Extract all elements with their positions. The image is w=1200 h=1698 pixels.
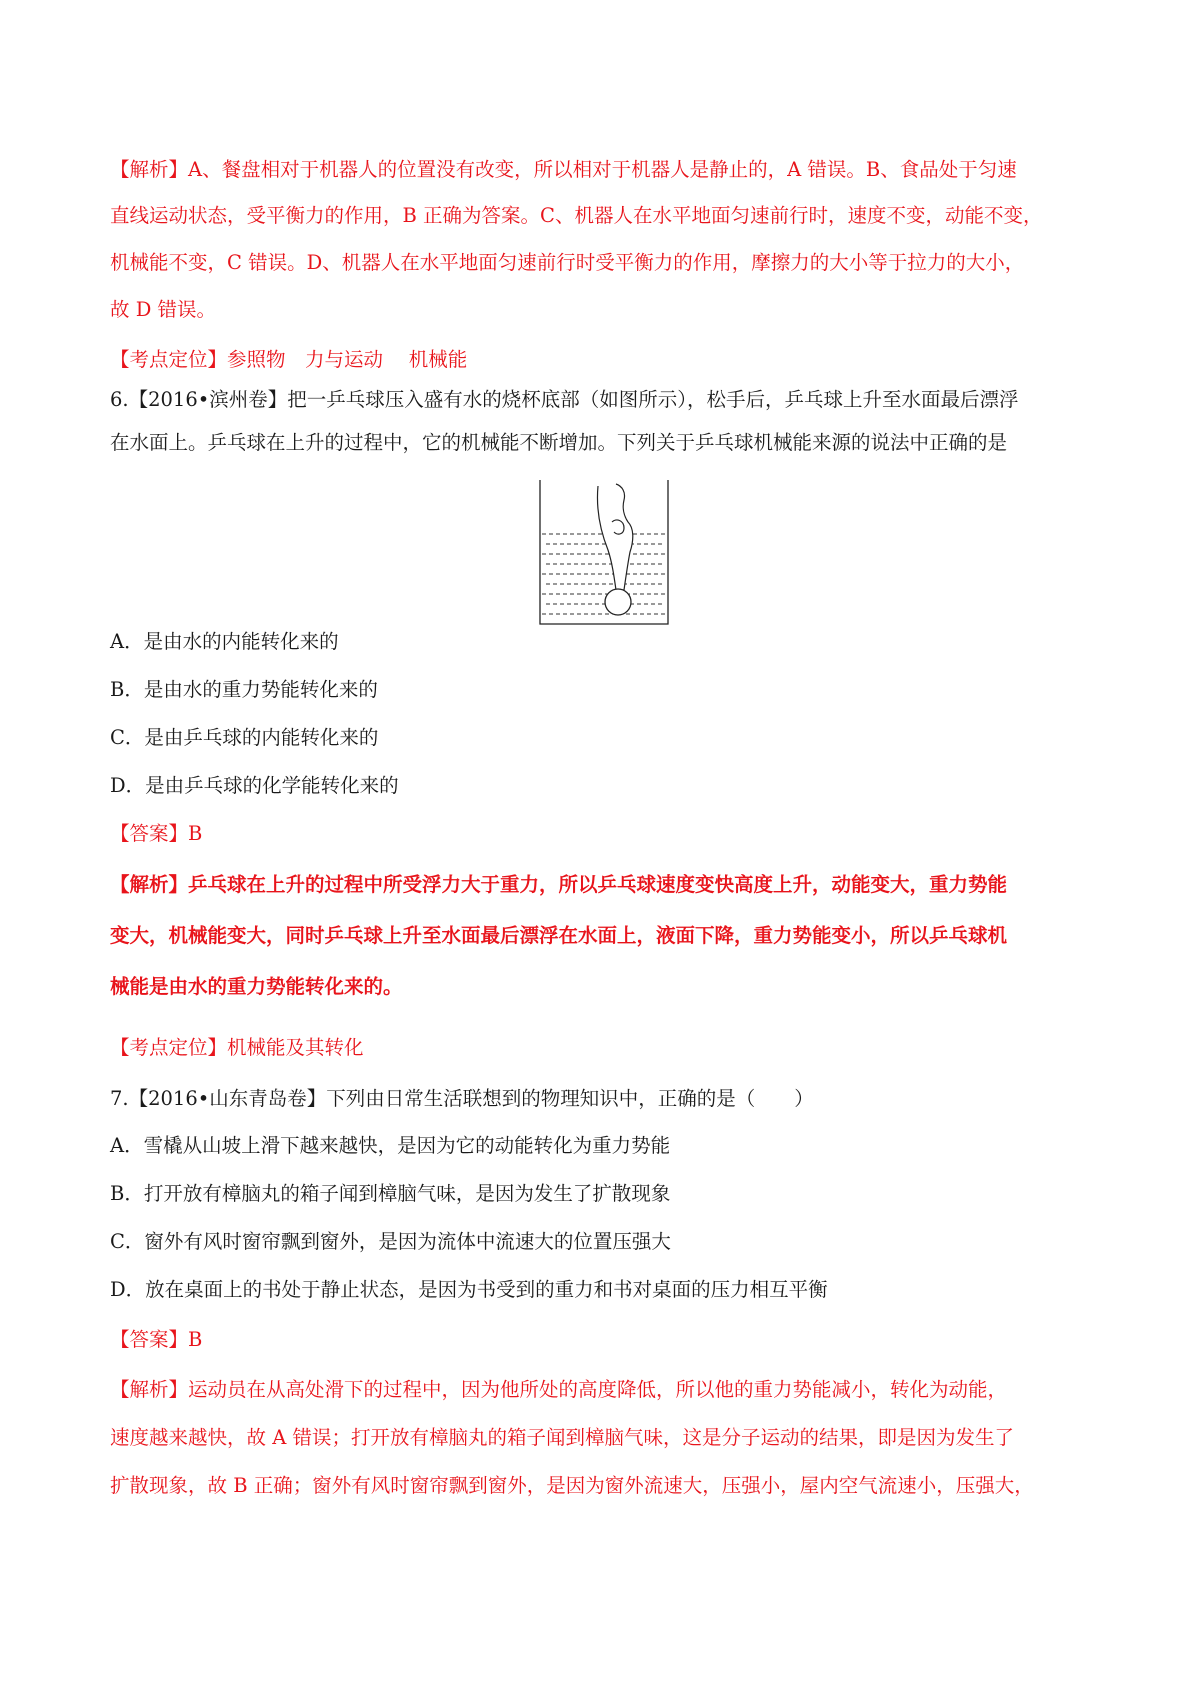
q6-analysis-line-1: 【解析】乒乓球在上升的过程中所受浮力大于重力，所以乒乓球速度变快高度上升，动能变大，重力势能	[110, 873, 1008, 896]
q6-option-a: A．是由水的内能转化来的	[110, 630, 339, 653]
q5-analysis-line-2: 直线运动状态，受平衡力的作用，B 正确为答案。C、机器人在水平地面匀速前行时，速度不变，动能不变，	[110, 204, 1043, 227]
q6-stem-line-1: 6.【2016•滨州卷】把一乒乓球压入盛有水的烧杯底部（如图所示），松手后，乒乓球上升至水面最后漂浮	[110, 388, 1019, 411]
q7-stem: 7.【2016•山东青岛卷】下列由日常生活联想到的物理知识中，正确的是（ ）	[110, 1087, 814, 1110]
beaker-figure	[538, 478, 670, 626]
q7-analysis-line-2: 速度越来越快，故 A 错误；打开放有樟脑丸的箱子闻到樟脑气味，这是分子运动的结果，即是因为发生了	[110, 1426, 1014, 1449]
q6-option-b: B．是由水的重力势能转化来的	[110, 678, 378, 701]
q7-analysis-line-1: 【解析】运动员在从高处滑下的过程中，因为他所处的高度降低，所以他的重力势能减小，转化为动能，	[110, 1378, 1008, 1401]
q5-analysis-line-3: 机械能不变，C 错误。D、机器人在水平地面匀速前行时受平衡力的作用，摩擦力的大小等于拉力的大小，	[110, 251, 1025, 274]
q7-option-a: A．雪橇从山坡上滑下越来越快，是因为它的动能转化为重力势能	[110, 1134, 671, 1157]
q7-answer: 【答案】B	[110, 1328, 203, 1351]
q7-option-c: C．窗外有风时窗帘飘到窗外，是因为流体中流速大的位置压强大	[110, 1230, 671, 1253]
q6-kaodian: 【考点定位】机械能及其转化	[110, 1036, 364, 1059]
q6-answer: 【答案】B	[110, 822, 203, 845]
q5-analysis-line-4: 故 D 错误。	[110, 298, 217, 321]
q7-option-b: B．打开放有樟脑丸的箱子闻到樟脑气味，是因为发生了扩散现象	[110, 1182, 671, 1205]
q5-kaodian: 【考点定位】参照物 力与运动 机械能	[110, 348, 468, 371]
q7-option-d: D．放在桌面上的书处于静止状态，是因为书受到的重力和书对桌面的压力相互平衡	[110, 1278, 828, 1301]
q5-analysis-line-1: 【解析】A、餐盘相对于机器人的位置没有改变，所以相对于机器人是静止的，A 错误。B、食品处于匀速	[110, 158, 1017, 181]
q6-option-d: D．是由乒乓球的化学能转化来的	[110, 774, 399, 797]
q6-analysis-line-2: 变大，机械能变大，同时乒乓球上升至水面最后漂浮在水面上，液面下降，重力势能变小，所以乒乓球机	[110, 924, 1008, 947]
q6-analysis-line-3: 械能是由水的重力势能转化来的。	[110, 975, 403, 998]
q6-option-c: C．是由乒乓球的内能转化来的	[110, 726, 379, 749]
q6-stem-line-2: 在水面上。乒乓球在上升的过程中，它的机械能不断增加。下列关于乒乓球机械能来源的说法中正确的是	[110, 431, 1008, 454]
q7-analysis-line-3: 扩散现象，故 B 正确；窗外有风时窗帘飘到窗外，是因为窗外流速大，压强小，屋内空气流速小，压强大，	[110, 1474, 1034, 1497]
